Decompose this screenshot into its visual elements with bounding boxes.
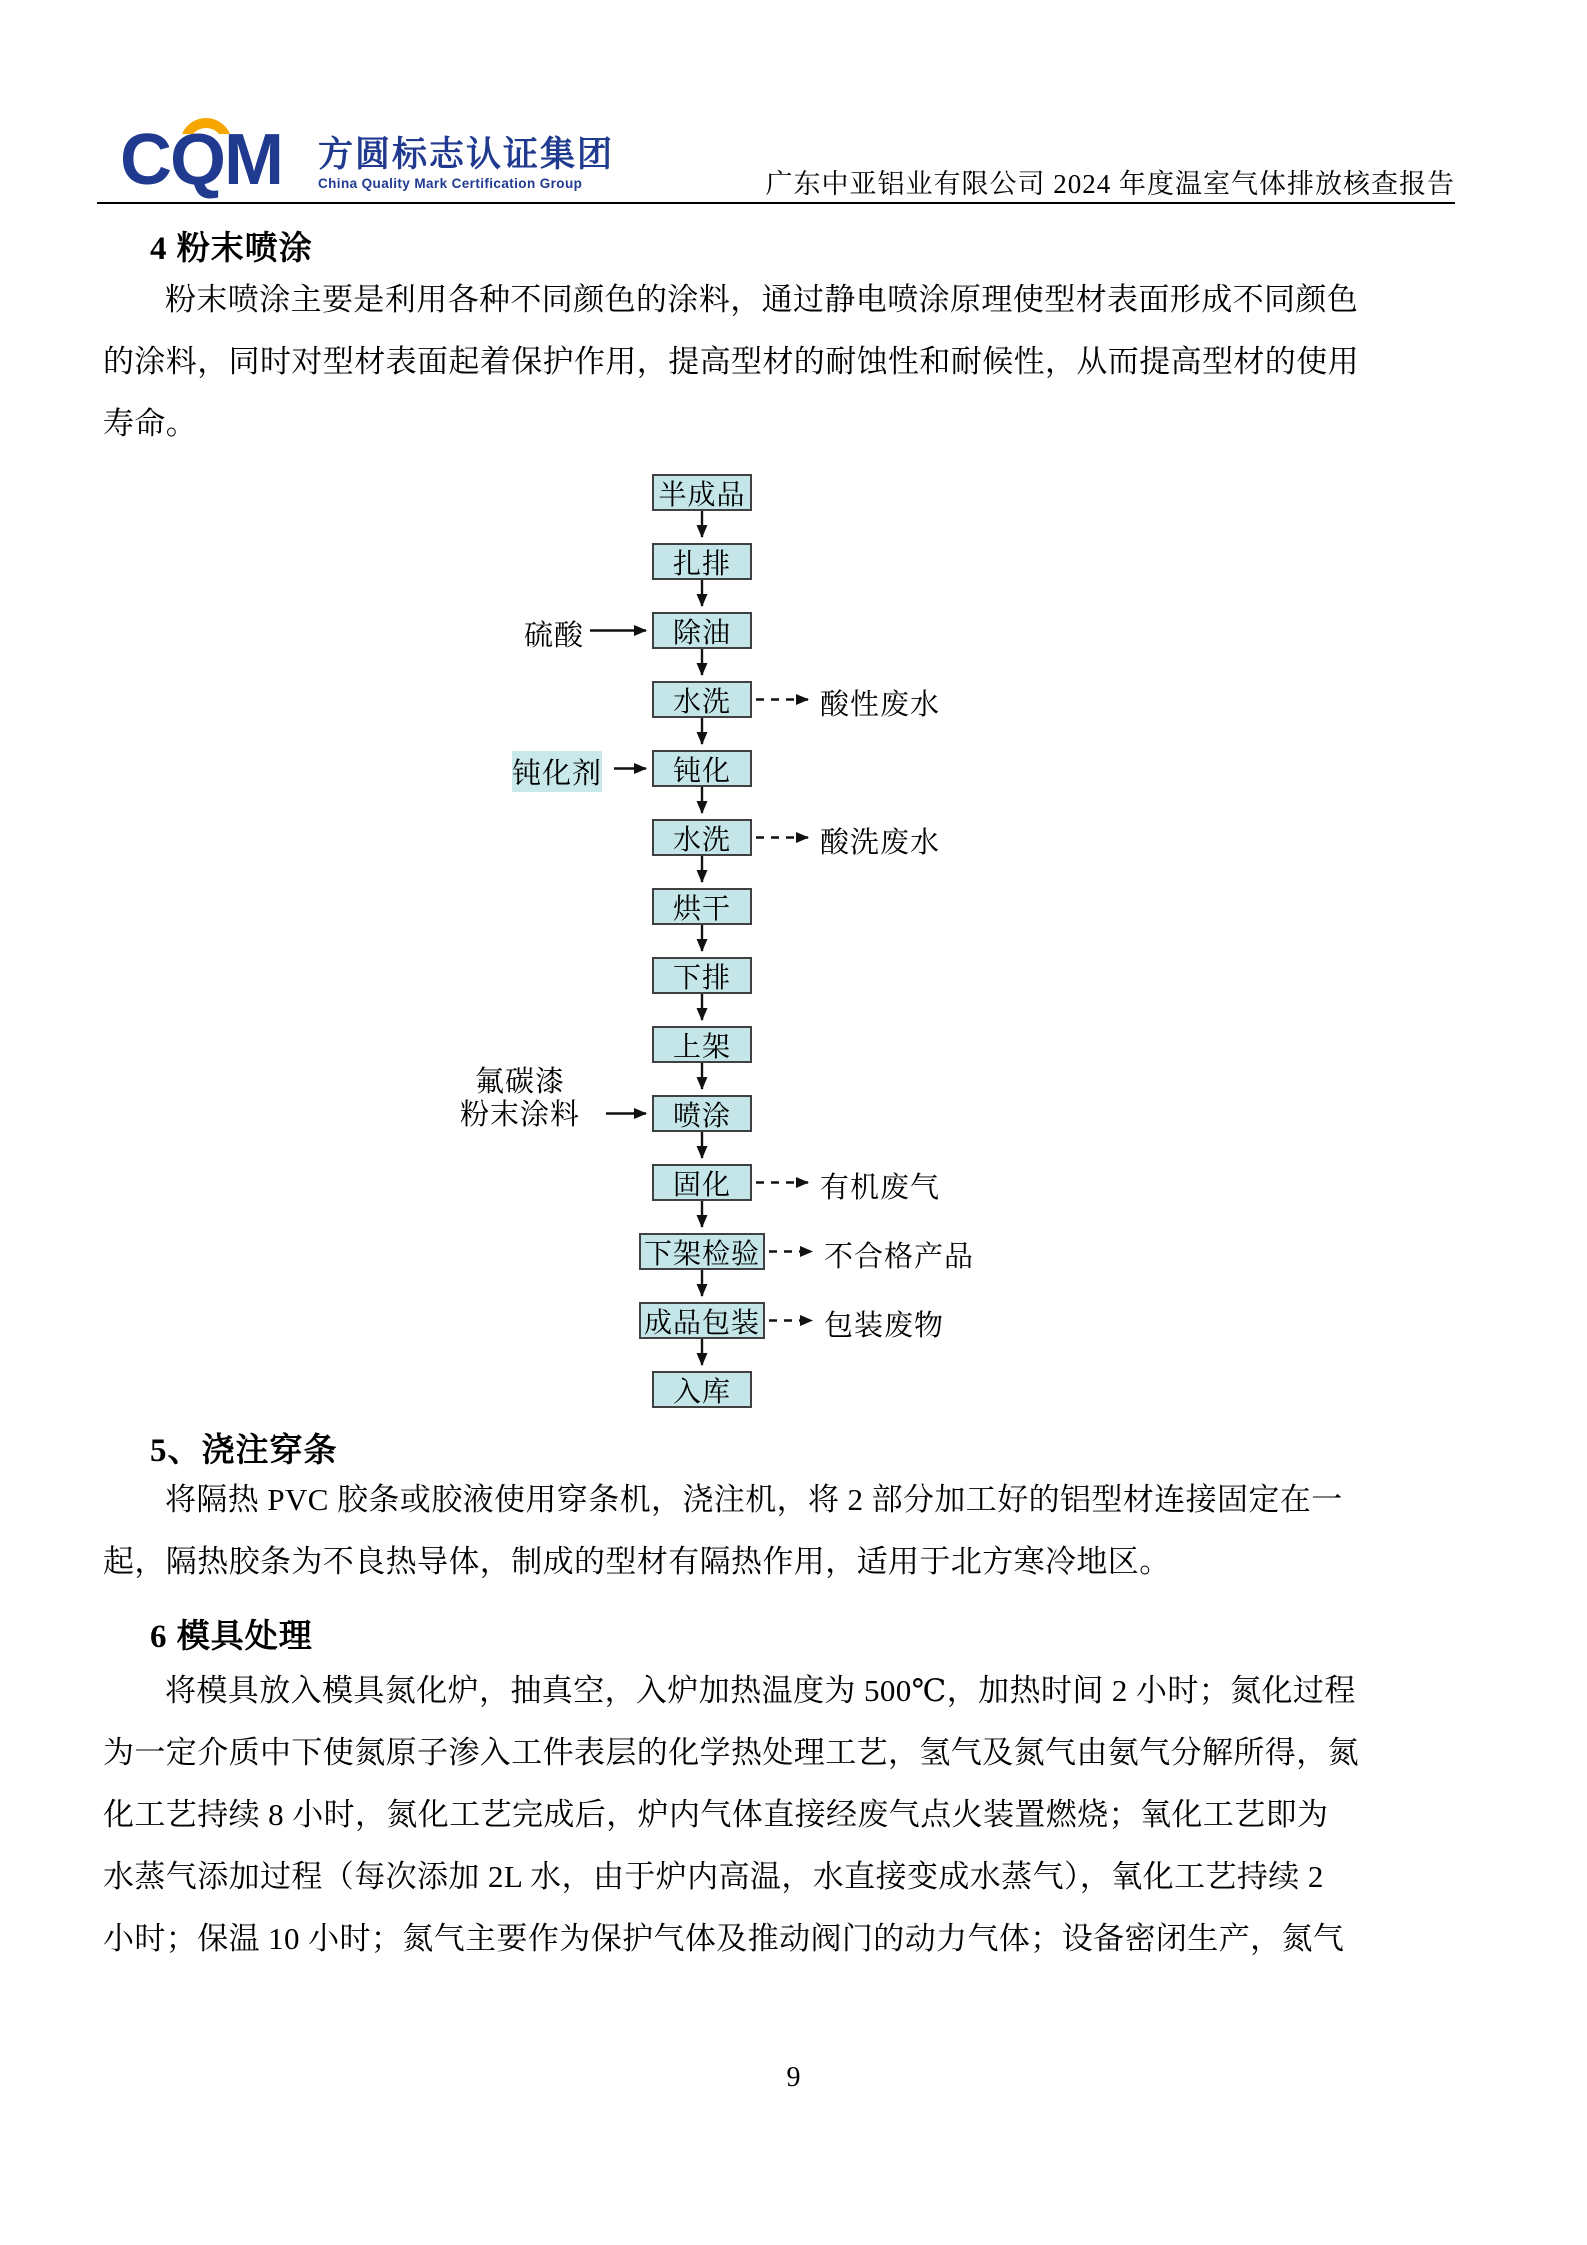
flow-node-unloading: 下排 (652, 957, 752, 994)
section5-paragraph (103, 1469, 1495, 1593)
paragraph-line: 小时；保温 10 小时；氮气主要作为保护气体及推动阀门的动力气体；设备密闭生产，氮气 (103, 1921, 1345, 1956)
section4-heading: 4 粉末喷涂 (150, 231, 313, 267)
flow-node-passivation: 钝化 (652, 750, 752, 787)
flow-node-packaging: 成品包装 (639, 1302, 765, 1339)
output-acidic-wastewater-label: 酸性废水 (820, 689, 941, 721)
input-powder-coating-label (440, 1066, 600, 1132)
flow-node-semi-finished: 半成品 (652, 474, 752, 511)
output-pickling-wastewater-label: 酸洗废水 (820, 827, 941, 859)
output-organic-waste-gas-label: 有机废气 (820, 1172, 941, 1204)
logo-text-block (318, 110, 614, 191)
logo-cn-name: 方圆标志认证集团 (318, 135, 615, 174)
input-powder-coating-line1: 氟碳漆 (474, 1066, 565, 1098)
logo-acronym: CQM (120, 120, 282, 200)
input-sulfuric-acid-label: 硫酸 (523, 620, 584, 652)
paragraph-line: 起，隔热胶条为不良热导体，制成的型材有隔热作用，适用于北方寒冷地区。 (103, 1544, 1171, 1579)
output-packaging-waste-label: 包装废物 (824, 1310, 945, 1342)
paragraph-line: 将模具放入模具氮化炉，抽真空，入炉加热温度为 500℃，加热时间 2 小时；氮化过程 (165, 1673, 1356, 1708)
flow-node-water-wash-1: 水洗 (652, 681, 752, 718)
paragraph-line: 化工艺持续 8 小时，氮化工艺完成后，炉内气体直接经废气点火装置燃烧；氧化工艺即为 (103, 1797, 1329, 1832)
header-rule (97, 202, 1455, 204)
section4-paragraph (103, 269, 1495, 455)
flow-node-racking: 上架 (652, 1026, 752, 1063)
paragraph-line: 的涂料，同时对型材表面起着保护作用，提高型材的耐蚀性和耐候性，从而提高型材的使用 (103, 344, 1359, 379)
paragraph-line: 水蒸气添加过程（每次添加 2L 水，由于炉内高温，水直接变成水蒸气），氧化工艺持续 2 (103, 1859, 1324, 1894)
section5-heading: 5、浇注穿条 (150, 1433, 338, 1469)
flow-node-spraying: 喷涂 (652, 1095, 752, 1132)
paragraph-line: 将隔热 PVC 胶条或胶液使用穿条机，浇注机，将 2 部分加工好的铝型材连接固定在一 (165, 1482, 1343, 1517)
cqm-logo-mark (120, 110, 300, 198)
input-passivator-label: 钝化剂 (512, 751, 602, 792)
page-number: 9 (786, 2062, 801, 2093)
section6-paragraph (103, 1660, 1495, 1970)
flow-node-bundling: 扎排 (652, 543, 752, 580)
cqm-logo (120, 110, 614, 198)
flow-node-degreasing: 除油 (652, 612, 752, 649)
section6-heading: 6 模具处理 (150, 1619, 313, 1655)
logo-en-name: China Quality Mark Certification Group (318, 176, 583, 191)
input-powder-coating-line2: 粉末涂料 (459, 1099, 580, 1131)
process-flowchart (0, 460, 1587, 1420)
output-nonconforming-product-label: 不合格产品 (824, 1241, 975, 1273)
flow-node-warehousing: 入库 (652, 1371, 752, 1408)
paragraph-line: 为一定介质中下使氮原子渗入工件表层的化学热处理工艺，氢气及氮气由氨气分解所得，氮 (103, 1735, 1359, 1770)
flow-node-curing: 固化 (652, 1164, 752, 1201)
paragraph-line: 粉末喷涂主要是利用各种不同颜色的涂料，通过静电喷涂原理使型材表面形成不同颜色 (165, 282, 1359, 317)
flow-node-water-wash-2: 水洗 (652, 819, 752, 856)
flow-node-drying: 烘干 (652, 888, 752, 925)
paragraph-line: 寿命。 (103, 406, 198, 441)
header-report-title: 广东中亚铝业有限公司 2024 年度温室气体排放核查报告 (765, 169, 1455, 199)
flow-node-unrack-inspection: 下架检验 (639, 1233, 765, 1270)
flow-arrows (0, 460, 1587, 1420)
